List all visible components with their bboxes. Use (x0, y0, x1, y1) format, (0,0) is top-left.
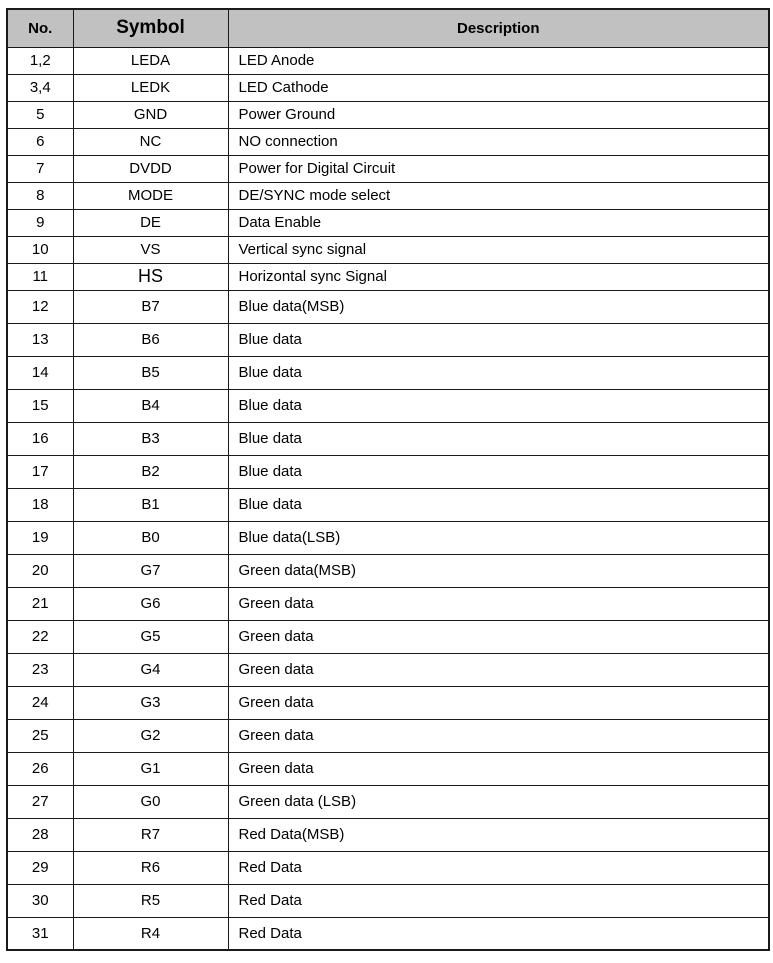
pin-symbol-cell: B0 (73, 521, 228, 554)
pin-symbol-cell: B2 (73, 455, 228, 488)
pin-number-cell: 7 (7, 155, 73, 182)
table-row (7, 323, 769, 356)
table-row (7, 884, 769, 917)
pin-number-cell: 8 (7, 182, 73, 209)
pin-number-cell: 11 (7, 263, 73, 290)
table-row (7, 653, 769, 686)
pin-number-cell: 20 (7, 554, 73, 587)
pin-symbol-cell: NC (73, 128, 228, 155)
pin-symbol-cell: LEDK (73, 74, 228, 101)
pin-symbol-cell: R6 (73, 851, 228, 884)
pin-description-cell: Blue data(MSB) (228, 290, 769, 323)
pin-symbol-cell: R7 (73, 818, 228, 851)
pin-symbol-cell: G6 (73, 587, 228, 620)
pin-symbol-cell: G0 (73, 785, 228, 818)
pin-symbol-cell: B7 (73, 290, 228, 323)
table-row (7, 422, 769, 455)
pin-description-cell: LED Anode (228, 47, 769, 74)
pin-description-cell: Data Enable (228, 209, 769, 236)
pin-symbol-cell: VS (73, 236, 228, 263)
pin-number-cell: 13 (7, 323, 73, 356)
pin-symbol-cell: LEDA (73, 47, 228, 74)
pin-symbol-cell: DE (73, 209, 228, 236)
pin-description-cell: Horizontal sync Signal (228, 263, 769, 290)
pin-symbol-cell: MODE (73, 182, 228, 209)
pin-number-cell: 9 (7, 209, 73, 236)
pin-number-cell: 14 (7, 356, 73, 389)
pin-number-cell: 5 (7, 101, 73, 128)
table-row (7, 785, 769, 818)
pin-description-cell: Green data(MSB) (228, 554, 769, 587)
table-row (7, 818, 769, 851)
pin-number-cell: 22 (7, 620, 73, 653)
column-header-description: Description (228, 9, 769, 47)
pin-description-cell: Power Ground (228, 101, 769, 128)
table-row (7, 620, 769, 653)
pin-number-cell: 25 (7, 719, 73, 752)
pin-description-cell: Blue data(LSB) (228, 521, 769, 554)
pin-description-cell: LED Cathode (228, 74, 769, 101)
pin-number-cell: 12 (7, 290, 73, 323)
pin-description-cell: Blue data (228, 422, 769, 455)
pin-description-cell: Red Data (228, 851, 769, 884)
pin-symbol-cell: G7 (73, 554, 228, 587)
table-row (7, 209, 769, 236)
pin-description-cell: Blue data (228, 323, 769, 356)
pin-description-cell: NO connection (228, 128, 769, 155)
pin-description-cell: Green data (228, 719, 769, 752)
pin-symbol-cell: R5 (73, 884, 228, 917)
table-row (7, 554, 769, 587)
pin-symbol-cell: B6 (73, 323, 228, 356)
pin-number-cell: 6 (7, 128, 73, 155)
table-row (7, 155, 769, 182)
pin-number-cell: 1,2 (7, 47, 73, 74)
pin-number-cell: 28 (7, 818, 73, 851)
pin-number-cell: 26 (7, 752, 73, 785)
pin-number-cell: 31 (7, 917, 73, 950)
table-row (7, 587, 769, 620)
table-row (7, 488, 769, 521)
pin-number-cell: 3,4 (7, 74, 73, 101)
pin-description-cell: Green data (228, 653, 769, 686)
pin-symbol-cell: GND (73, 101, 228, 128)
table-row (7, 686, 769, 719)
pin-description-cell: Blue data (228, 389, 769, 422)
table-header-row (7, 9, 769, 47)
pin-symbol-cell: B3 (73, 422, 228, 455)
pin-symbol-cell: DVDD (73, 155, 228, 182)
table-row (7, 521, 769, 554)
table-row (7, 47, 769, 74)
pin-symbol-cell: B4 (73, 389, 228, 422)
pin-description-cell: Blue data (228, 455, 769, 488)
pin-number-cell: 19 (7, 521, 73, 554)
pin-symbol-cell: HS (73, 263, 228, 290)
column-header-symbol: Symbol (73, 9, 228, 47)
pin-description-cell: Red Data (228, 917, 769, 950)
table-row (7, 851, 769, 884)
pin-symbol-cell: G5 (73, 620, 228, 653)
table-row (7, 101, 769, 128)
pin-description-cell: Green data (228, 686, 769, 719)
table-body (7, 47, 769, 950)
pin-number-cell: 16 (7, 422, 73, 455)
pin-description-cell: Green data (LSB) (228, 785, 769, 818)
table-row (7, 455, 769, 488)
pin-description-cell: Green data (228, 752, 769, 785)
pin-description-cell: Blue data (228, 356, 769, 389)
table-row (7, 356, 769, 389)
pin-description-cell: Power for Digital Circuit (228, 155, 769, 182)
pin-number-cell: 29 (7, 851, 73, 884)
pin-description-cell: Red Data (228, 884, 769, 917)
pin-number-cell: 10 (7, 236, 73, 263)
table-row (7, 389, 769, 422)
pin-number-cell: 15 (7, 389, 73, 422)
pin-description-cell: Green data (228, 587, 769, 620)
table-row (7, 719, 769, 752)
pin-number-cell: 24 (7, 686, 73, 719)
table-row (7, 236, 769, 263)
pin-number-cell: 27 (7, 785, 73, 818)
pin-description-cell: DE/SYNC mode select (228, 182, 769, 209)
table-row (7, 182, 769, 209)
pin-symbol-cell: G1 (73, 752, 228, 785)
pin-symbol-cell: G3 (73, 686, 228, 719)
table-row (7, 290, 769, 323)
pin-description-table (6, 8, 770, 951)
pin-symbol-cell: R4 (73, 917, 228, 950)
pin-symbol-cell: G2 (73, 719, 228, 752)
table-row (7, 128, 769, 155)
table-row (7, 74, 769, 101)
pin-description-cell: Red Data(MSB) (228, 818, 769, 851)
pin-number-cell: 30 (7, 884, 73, 917)
pin-number-cell: 18 (7, 488, 73, 521)
pin-description-cell: Vertical sync signal (228, 236, 769, 263)
pin-symbol-cell: B1 (73, 488, 228, 521)
pin-number-cell: 23 (7, 653, 73, 686)
pin-description-cell: Blue data (228, 488, 769, 521)
pin-symbol-cell: B5 (73, 356, 228, 389)
column-header-no: No. (7, 9, 73, 47)
pin-symbol-cell: G4 (73, 653, 228, 686)
pin-number-cell: 21 (7, 587, 73, 620)
table-row (7, 752, 769, 785)
table-row (7, 917, 769, 950)
pin-description-cell: Green data (228, 620, 769, 653)
table-row (7, 263, 769, 290)
pin-number-cell: 17 (7, 455, 73, 488)
